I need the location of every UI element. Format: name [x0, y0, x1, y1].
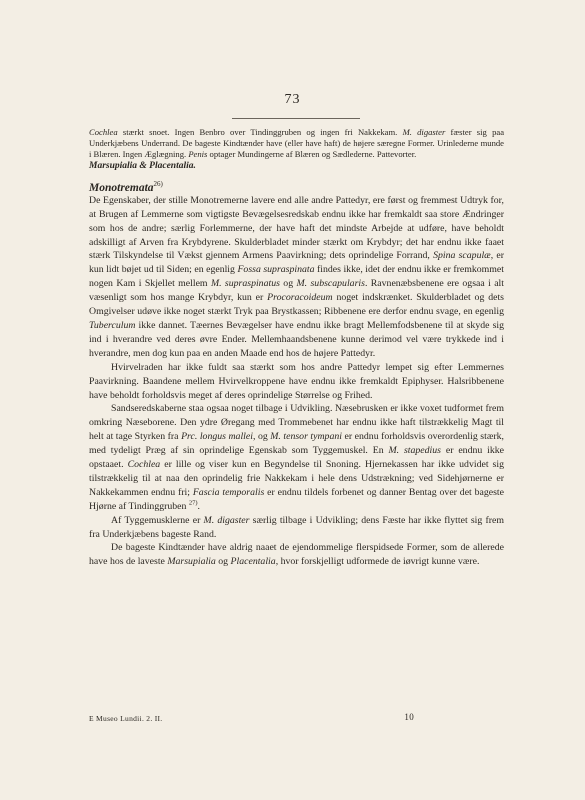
section-heading-ref: 26)	[153, 180, 163, 188]
section-heading	[89, 180, 504, 194]
body-paragraph-5	[89, 541, 504, 569]
text-run: , og	[252, 431, 271, 443]
body-paragraph-1	[89, 194, 504, 361]
italic-term: Fascia temporalis	[192, 486, 265, 498]
text-run: og	[215, 556, 231, 568]
text-run: er endnu ikke opstaaet.	[89, 445, 505, 471]
text-run: Af Tyggemusklerne er	[111, 514, 204, 526]
italic-term: Procoracoideum	[267, 292, 333, 304]
text-run: De Egenskaber, der stille Monotremerne lavere end alle andre Pattedyr, ere først og fremmest Udtryk for, at Brugen af Lemmerne som vigtigste Bevægelsesredskab endnu ikke har fremkaldt saa store Ændringer som hos de andre; særlig Forlemmerne, der have haft det mindste Arbejde at udføre, have beholdt adskilligt af Arven fra Krybdyrene. Skulderbladet minder stærkt om Krybdyr; det har endnu ikke faaet stærk Tilskyndelse til Vækst gjennem Armens Paavirkning; dets oprindelige Forrand,	[89, 194, 504, 262]
italic-term: M. supraspinatus	[210, 278, 280, 290]
text-run: . Ravnenæbsbenene ere ogsaa i alt væsenligt som hos mange Krybdyr, kun er	[89, 278, 504, 304]
text-run: optager Mundingerne af Blæren og Sædlederne. Pattevorter.	[207, 149, 417, 160]
page-footer	[89, 714, 504, 723]
text-run: findes ikke, idet der endnu ikke er fremkommet nogen Kam i Skjellet mellem	[89, 264, 504, 290]
footer-signature: E Museo Lundii. 2. II.	[89, 714, 163, 723]
footnote-ref: 27)	[188, 499, 198, 507]
text-run: er endnu tildels forbenet og danner Bentag over det bageste Hjørne af Tindinggruben	[89, 486, 505, 512]
text-run: fæster sig paa Underkjæbens Underrand. De bageste Kindtænder have (eller have haft) de højere særegne Former. Urinlederne munde i Blæren. Ingen Æglægning.	[89, 127, 505, 160]
text-run: og	[279, 278, 297, 290]
italic-term: Marsupialia	[167, 556, 216, 568]
main-section	[89, 180, 504, 569]
italic-term: Fossa supraspinata	[237, 264, 315, 276]
text-run: , er kun lidt bøjet ud til Siden; en egenlig	[89, 250, 504, 276]
intro-block	[89, 127, 504, 172]
italic-term: M. subscapularis	[296, 278, 365, 290]
italic-term: Cochlea	[127, 459, 161, 471]
text-run: er lille og viser kun en Begyndelse til Snoning. Hjernekassen har ikke udvidet sig tilstrækkelig til at naa den oprindelig frie Nakkekam i hele dens Udstrækning; ved Sidehjørnerne er Nakkekammen endnu fri;	[89, 459, 504, 498]
italic-term: Placentalia	[230, 556, 276, 568]
intro-heading: Marsupialia & Placentalia.	[89, 160, 196, 171]
body-paragraph-3	[89, 402, 504, 513]
body-paragraph-2	[89, 361, 504, 403]
text-run: særlig tilbage i Udvikling; dens Fæste har ikke flyttet sig frem fra Underkjæbens bageste Rand.	[89, 514, 504, 540]
sheet-number: 10	[404, 712, 414, 722]
text-run: noget indskrænket. Skulderbladet og dets Omgivelser udøve ikke noget stærkt Tryk paa Brystkassen; Ribbenene ere derfor endnu svage, en egenlig	[89, 292, 504, 318]
text-run: stærkt snoet. Ingen Benbro over Tindinggruben og ingen fri Nakkekam.	[117, 127, 403, 137]
italic-term: Prc. longus mallei	[181, 431, 253, 443]
page-number: 73	[284, 92, 301, 107]
italic-term: Cochlea	[89, 127, 118, 137]
italic-term: M. digaster	[203, 514, 250, 526]
text-run: Sandseredskaberne staa ogsaa noget tilbage i Udvikling. Næsebrusken er ikke voxet tudformet frem omkring Næseborene. Den ydre Øregang med Trommebenet har endnu ikke haft tilstrækkelig Magt til helt at tage Styrken fra	[89, 403, 504, 443]
body-paragraph-4	[89, 514, 504, 542]
italic-term: M. stapedius	[388, 445, 441, 457]
text-run: er endnu forholdsvis overordenlig stærk, med tydeligt Præg af sin oprindelige Egenskab som Tyggemuskel. En	[89, 431, 504, 457]
text-run: De bageste Kindtænder have aldrig naaet de ejendommelige flerspidsede Former, som de allerede have hos de laveste	[89, 542, 504, 568]
italic-term: M. digaster	[402, 127, 446, 137]
italic-term: Tuberculum	[89, 319, 136, 331]
text-run: Hvirvelraden har ikke fuldt saa stærkt som hos andre Pattedyr lempet sig efter Lemmernes Paavirkning. Baandene mellem Hvirvelkroppene have endnu ikke fremkaldt Epiphyser. Halsribbenene have beholdt forholdsvis meget af deres oprindelige Størrelse og Frihed.	[89, 361, 504, 401]
intro-paragraph	[89, 127, 504, 161]
text-run: ikke dannet. Tæernes Bevægelser have endnu ikke bragt Mellemfodsbenene til at skyde sig ind i hverandre ved deres øvre Ender. Mellemhaandsbenene kunne derimod vel være trykkede ind i hverandre, men dog kun paa en anden Maade end hos de højere Pattedyr.	[89, 319, 504, 359]
header-rule	[232, 118, 360, 119]
italic-term: M. tensor tympani	[270, 431, 342, 443]
text-run: .	[197, 500, 200, 512]
text-run: , hvor forskjelligt udformede de iøvrigt kunne være.	[275, 556, 480, 568]
section-body	[89, 194, 504, 569]
italic-term: Spina scapulæ	[433, 250, 491, 262]
section-heading-text: Monotremata	[89, 181, 154, 194]
italic-term: Penis	[188, 149, 208, 160]
